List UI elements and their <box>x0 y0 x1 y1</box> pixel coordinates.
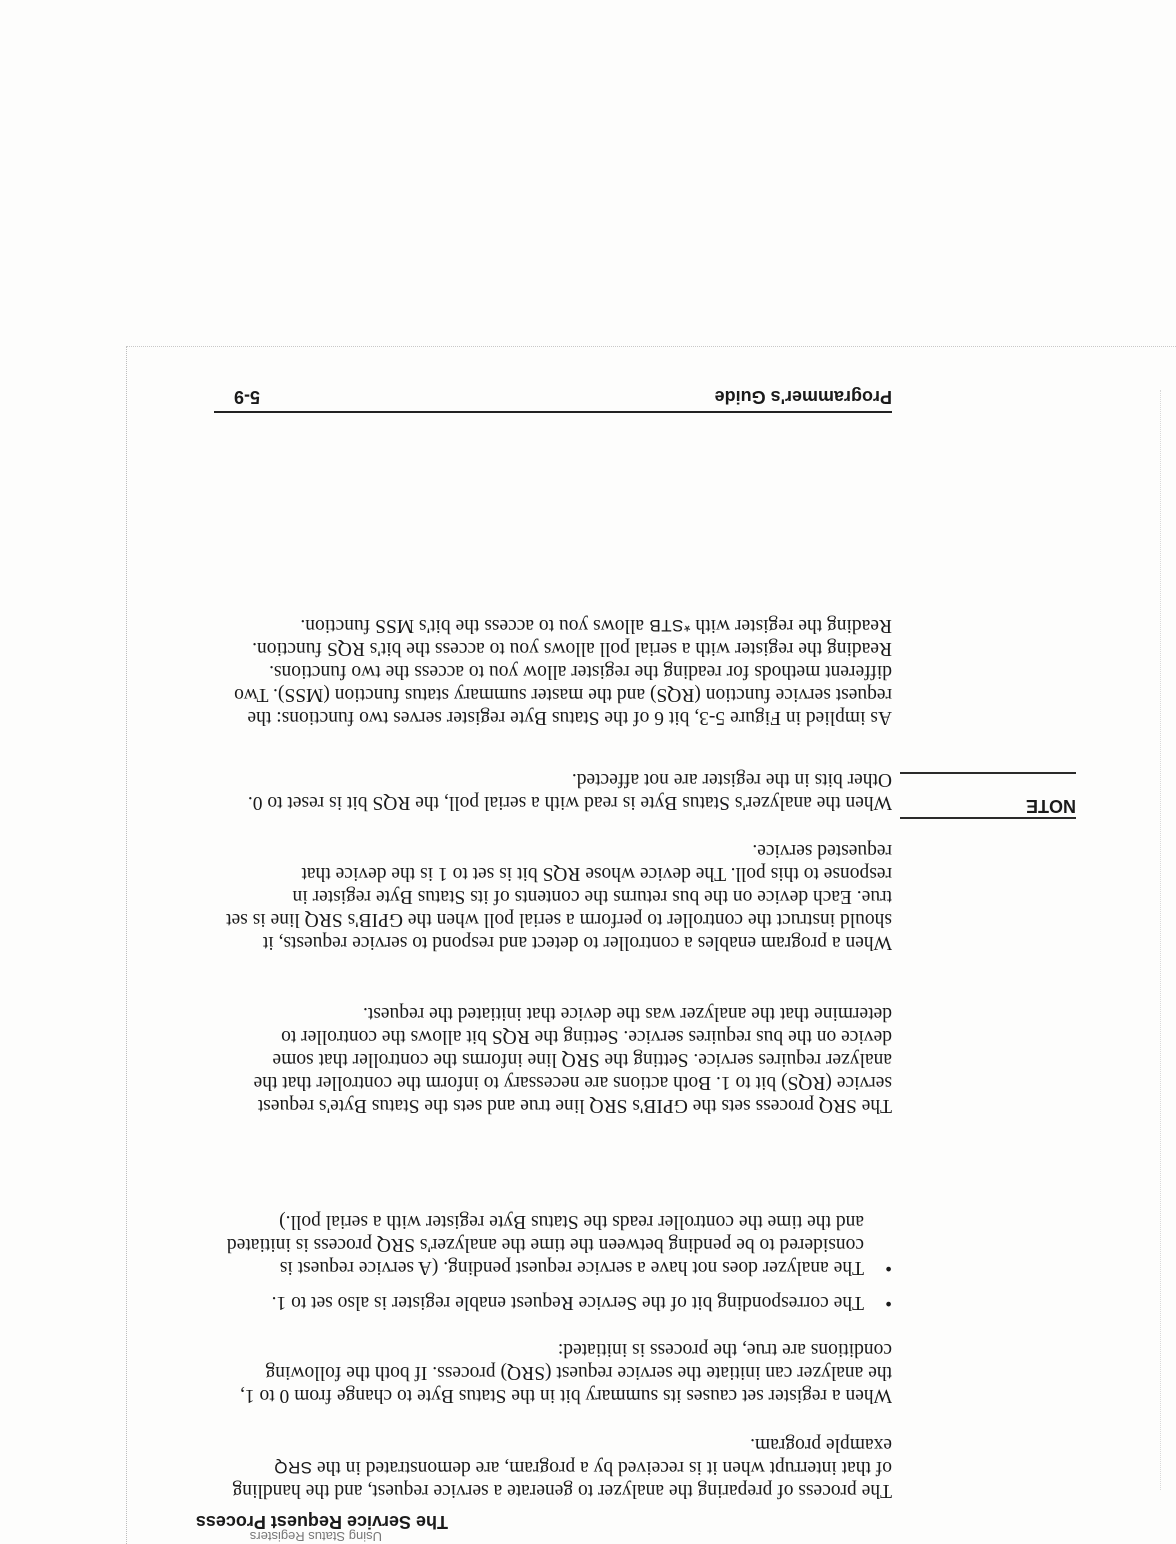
page-number: 5-9 <box>233 387 260 407</box>
srq-program-name: SRQ <box>273 1458 313 1477</box>
paragraph-srq-process <box>222 1002 892 1117</box>
section-heading: The Service Request Process <box>195 1512 448 1532</box>
paragraph-mss-pre: As implied in Figure 5-3, bit 6 of the Status Byte register serves two functions: the request service function (RQS) and the master summary status function (MSS). Two different methods for reading the register allow you to access the two functions. Reading the register with a serial poll allows you to access the bit's RQS function. Reading the register with <box>234 615 892 728</box>
note-rule-bottom <box>900 772 1076 774</box>
paragraph-mss-post: allows you to access the bit's MSS function. <box>300 615 649 636</box>
note-label: NOTE <box>1025 796 1076 816</box>
paragraph-conditions-text: When a register set causes its summary bit in the Status Byte to change from 0 to 1, the analyzer can initiate the service request (SRQ) process. If both the following conditions are true, the process is initiated: <box>239 1339 892 1406</box>
note-text <box>222 768 892 814</box>
bullet-icon: • <box>885 1292 892 1313</box>
paragraph-conditions <box>222 1338 892 1407</box>
list-item <box>222 1291 892 1314</box>
stb-command: *STB <box>648 616 691 635</box>
paragraph-srq-process-text: The SRQ process sets the GPIB's SRQ line true and sets the Status Byte's request service (RQS) bit to 1. Both actions are necessary to inform the controller that the analyzer requires service. Setting the SRQ line informs the controller that some device on the bus requires service. Setting the RQS bit allows the controller to determine that the analyzer was the device that initiated the request. <box>253 1003 892 1116</box>
paragraph-serial-poll-text: When a program enables a controller to detect and respond to service requests, it should instruct the controller to perform a serial poll when the GPIB's SRQ line is set true. Each device on the bus returns the contents of its Status Byte register in response to this poll. The device whose RQS bit is set to 1 is the device that requested service. <box>226 840 892 953</box>
paragraph-intro-post: example program. <box>750 1434 892 1455</box>
footer-title: Programmer's Guide <box>714 387 892 407</box>
list-item <box>222 1210 892 1279</box>
note-text-body: When the analyzer's Status Byte is read with a serial poll, the RQS bit is reset to 0. Other bits in the register are not affected. <box>247 769 892 813</box>
paragraph-mss <box>222 614 892 729</box>
paragraph-intro <box>222 1433 892 1502</box>
running-header: Using Status Registers <box>249 1529 382 1544</box>
bullet-icon: • <box>885 1257 892 1278</box>
list-item-text: The analyzer does not have a service request pending. (A service request is considered to be pending between the time the analyzer's SRQ process is initiated and the time the controller reads the Status Byte register with a serial poll.) <box>226 1211 864 1278</box>
paragraph-serial-poll <box>222 839 892 954</box>
conditions-list <box>222 1198 892 1314</box>
list-item-text: The corresponding bit of the Service Request enable register is also set to 1. <box>271 1292 864 1313</box>
paragraph-intro-pre: The process of preparing the analyzer to generate a service request, and the handling of that interrupt when it is received by a program, are demonstrated in the <box>232 1457 892 1501</box>
footer-rule <box>214 411 892 413</box>
note-rule-top <box>900 817 1076 819</box>
